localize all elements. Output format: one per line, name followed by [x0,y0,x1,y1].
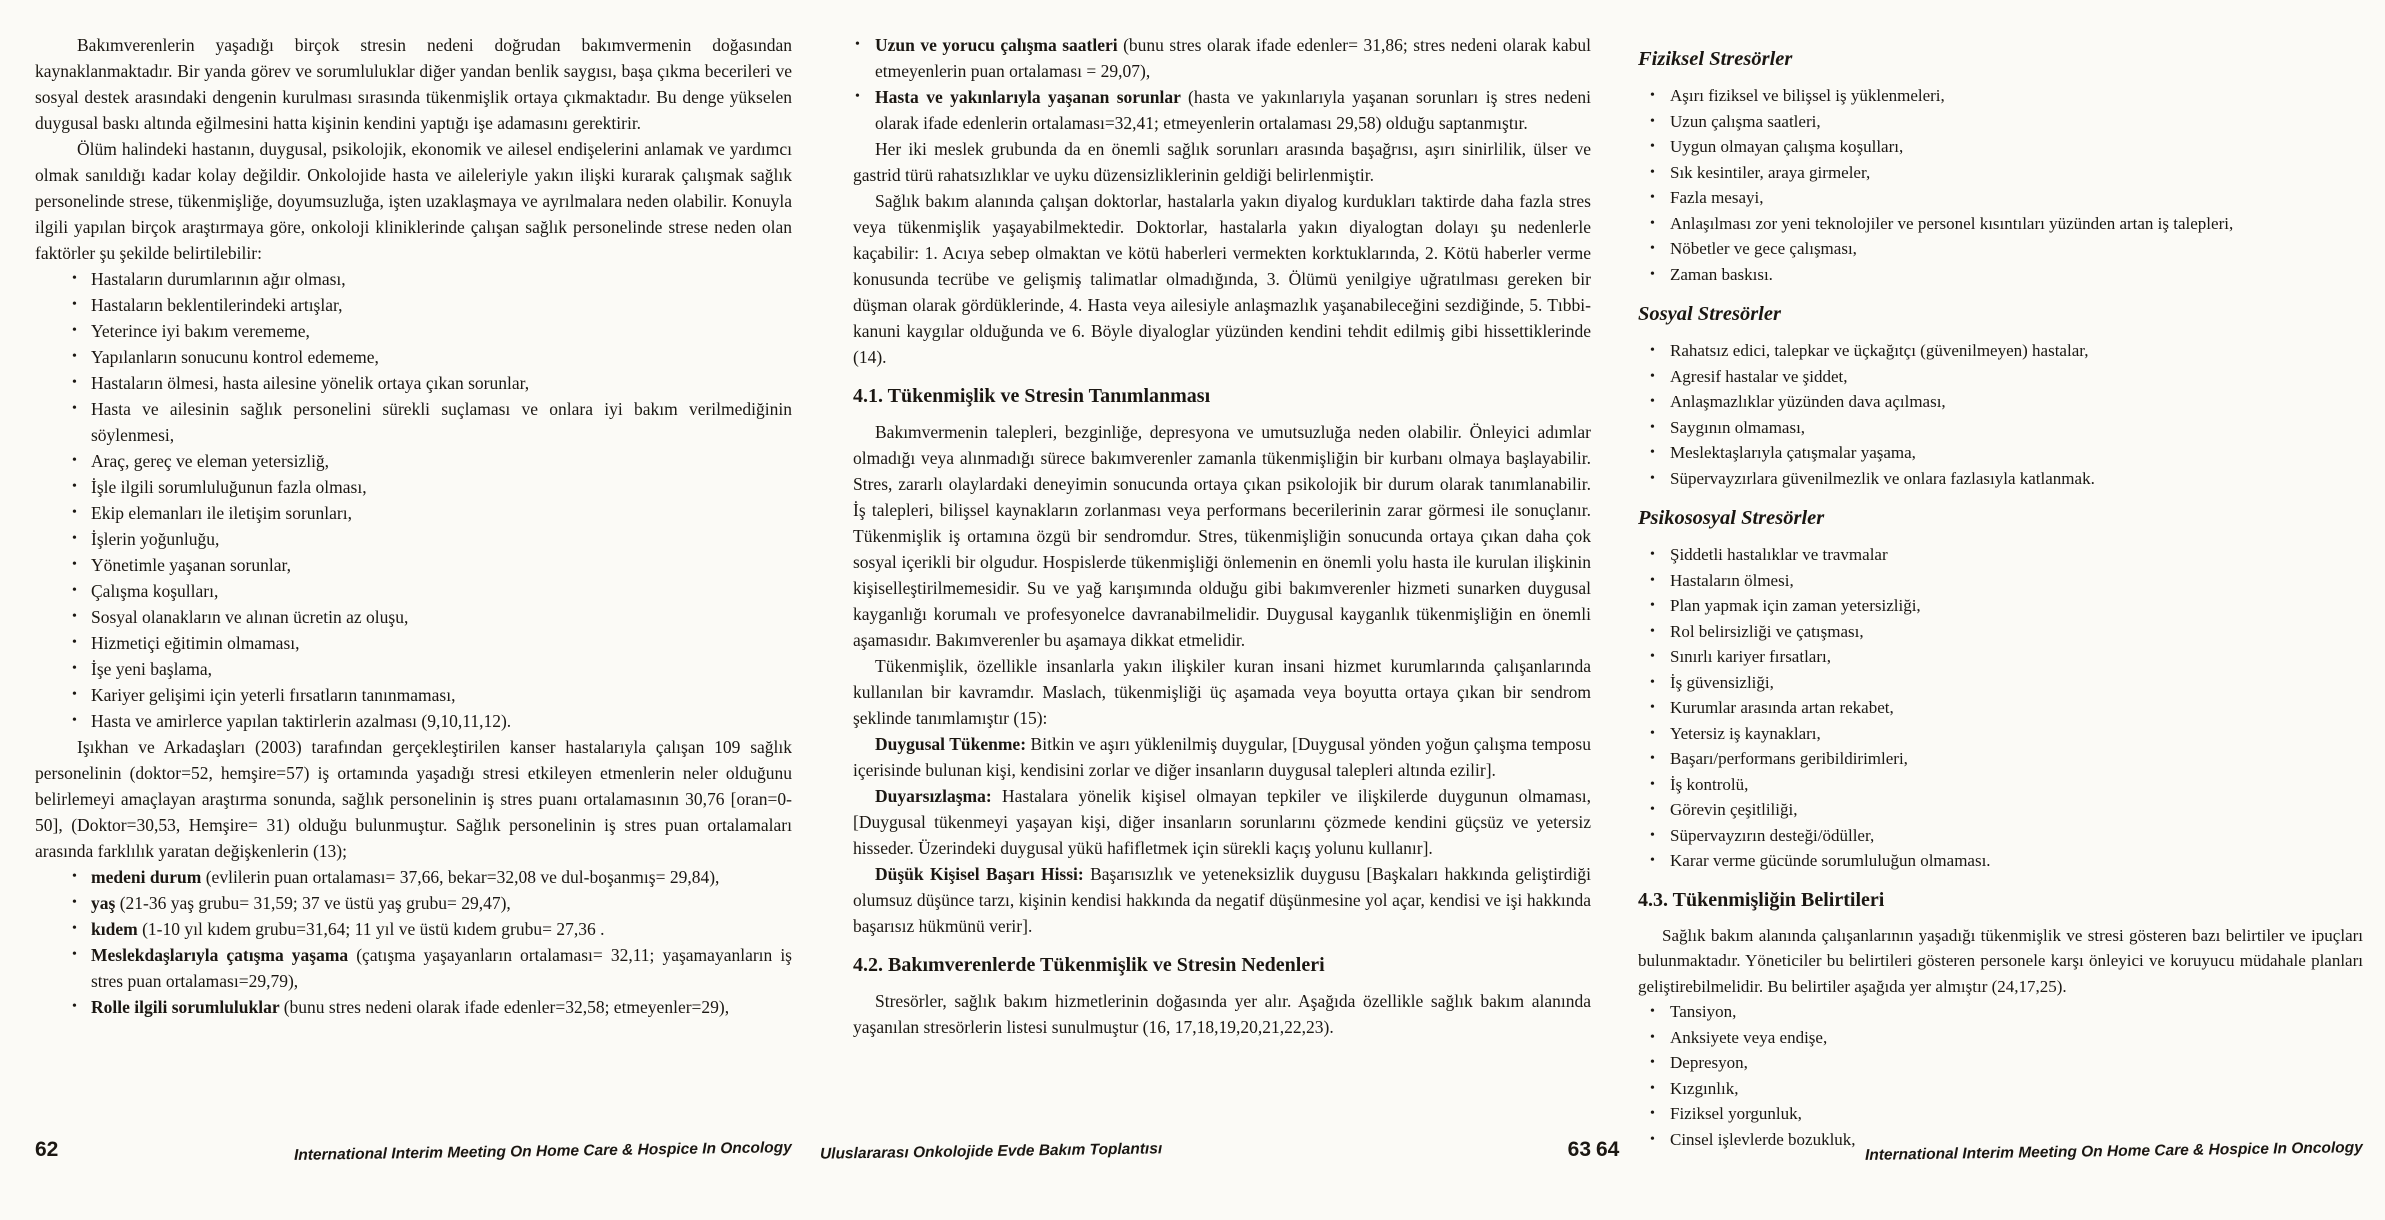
list-item: • Sık kesintiler, araya girmeler, [1638,160,2363,186]
list-item: • Zaman baskısı. [1638,262,2363,288]
bullet-icon: • [1650,572,1655,588]
bullet-icon: • [1650,623,1655,639]
list-item: • Kurumlar arasında artan rekabet, [1638,695,2363,721]
paragraph: Işıkhan ve Arkadaşları (2003) tarafından gerçekleştirilen kanser hastalarıyla çalışan 109 sağlık personelinin (doktor=52, hemşire=57) iş ortamında yaşadığı stresi etkileyen etmenlerin neler olduğunu belirlemeyi amaçlayan araştırma sonunda, sağlık personelinin iş stres puanı ortalamasının 30,76 [oran=0-50], (Doktor=30,53, Hemşire= 31) olduğu bulunmuştur. Sağlık personelinin iş stres puan ortalamaları arasında farklılık yaratan değişkenlerin (13); [35,737,792,861]
list-item: • Cinsel işlevlerde bozukluk, [1638,1127,2363,1153]
bullet-icon: • [72,869,77,884]
paragraph: Bakımvermenin talepleri, bezginliğe, depresyona ve umutsuzluğa neden olabilir. Önleyici adımlar olmadığı veya alınmadığı sürece bakımverenler zamanla tükenmişliğin bir kurbanı olmaya başlayabilir. Stres, zararlı olaylardaki deneyimin sonucunda ortaya çıkan psikolojik bir durum olarak tanımlanabilir. İş talepleri, bilişsel kaynakların zorlanması veya performans becerilerinin zarar görmesi ile sonuçlanır. Tükenmişlik iş ortamına özgü bir sendromdur. Stres, tükenmişliğin sonucunda ortaya çıkan daha çok sosyal içerikli bir olgudur. Hospislerde tükenmişliği önlemenin en önemli yolu hasta ile kurulan ilişkinin kişiselleştirilmemesidir. Su ve yağ karışımında olduğu gibi bakımverenler hizmeti sunarken duygusal kayganlığı korumalı ve profesyonelce davranabilmelidir. Duygusal kayganlık tükenmişliğin en önemli aşamasıdır. Bakımverenler bu aşamaya dikkat etmelidir. [853,422,1591,650]
list-item: • Şiddetli hastalıklar ve travmalar [1638,542,2363,568]
page-number: 64 [1596,1138,1620,1161]
list-item: • Süpervayzırlara güvenilmezlik ve onlara fazlasıyla katlanmak. [1638,466,2363,492]
list-item: • Kariyer gelişimi için yeterli fırsatların tanınmaması, [35,682,792,708]
list-item: • Hastaların ölmesi, hasta ailesine yönelik ortaya çıkan sorunlar, [35,370,792,396]
bullet-icon: • [72,583,77,598]
paragraph: Duyarsızlaşma: Hastalara yönelik kişisel olmayan tepkiler ve ilişkilerde duygunun olmaması, [Duygusal tükenmeyi yaşayan kişi, diğer insanların sorunlarını çözmede kendini güçsüz ve yetersiz hisseder. Üzerindeki duygusal yükü hafifletmek için sürekli kaçış yolunu kullanır]. [853,786,1591,858]
list-item: • Süpervayzırın desteği/ödüller, [1638,823,2363,849]
list-item: • kıdem (1-10 yıl kıdem grubu=31,64; 11 yıl ve üstü kıdem grubu= 27,36 . [35,916,792,942]
list-item: • Çalışma koşulları, [35,578,792,604]
list-item: • Başarı/performans geribildirimleri, [1638,746,2363,772]
paragraph: Stresörler, sağlık bakım hizmetlerinin doğasında yer alır. Aşağıda özellikle sağlık bakım alanında yaşanılan stresörlerin listesi sunulmuştur (16, 17,18,19,20,21,22,23). [853,991,1591,1037]
bullet-icon: • [72,531,77,546]
bullet-icon: • [1650,1055,1655,1070]
list-item: • Plan yapmak için zaman yetersizliği, [1638,593,2363,619]
bullet-icon: • [72,921,77,936]
list-item: • Ekip elemanları ile iletişim sorunları, [35,500,792,526]
list-item: • Agresif hastalar ve şiddet, [1638,364,2363,390]
list-item: • Fiziksel yorgunluk, [1638,1101,2363,1127]
bullet-icon: • [1650,470,1655,486]
paragraph: Düşük Kişisel Başarı Hissi: Başarısızlık ve yeteneksizlik duygusu [Başkaları hakkında geliştirdiği olumsuz düşünce tarzı, kişinin kendisi hakkında da negatif düşünmesine yol açar, kendisi ve işi hakkında başarısız hükmünü verir]. [853,864,1591,936]
bullet-icon: • [1650,394,1655,409]
list-item: • Karar verme gücünde sorumluluğun olmaması. [1638,848,2363,874]
bullet-icon: • [72,375,77,390]
list-item: • yaş (21-36 yaş grubu= 31,59; 37 ve üstü yaş grubu= 29,47), [35,890,792,916]
list-item: • Yetersiz iş kaynakları, [1638,721,2363,747]
list-item: • Saygının olmaması, [1638,415,2363,441]
page-63 [819,0,1591,1220]
running-footer: International Interim Meeting On Home Care & Hospice In Oncology [294,1139,793,1164]
stressor-group-heading: Fiziksel Stresörler [1638,48,1793,70]
list-item: • Görevin çeşitliliği, [1638,797,2363,823]
page-number: 63 [1567,1138,1591,1161]
bullet-icon: • [1650,1004,1655,1019]
list-item: • Hizmetiçi eğitimin olmaması, [35,630,792,656]
bullet-icon: • [1650,215,1655,231]
bullet-icon: • [72,661,77,676]
bullet-icon: • [72,635,77,650]
bullet-icon: • [72,479,77,494]
bullet-icon: • [1650,649,1655,664]
list-item: • Yönetimle yaşanan sorunlar, [35,552,792,578]
list-item: • Anlaşmazlıklar yüzünden dava açılması, [1638,389,2363,415]
stressor-group-heading: Psikososyal Stresörler [1638,507,1825,529]
list-item: • Fazla mesayi, [1638,185,2363,211]
bullet-icon: • [72,297,77,312]
list-item: • Rahatsız edici, talepkar ve üçkağıtçı (güvenilmeyen) hastalar, [1638,338,2363,364]
list-item: • medeni durum (evlilerin puan ortalaması= 37,66, bekar=32,08 ve dul-boşanmış= 29,84), [35,864,792,890]
bullet-icon: • [1650,139,1655,154]
paragraph: Duygusal Tükenme: Bitkin ve aşırı yüklenilmiş duygular, [Duygusal yönden yoğun çalışma temposu içerisinde bulunan kişi, kendisini zorlar ve diğer insanların duygusal talepleri altında ezilir]. [853,734,1591,780]
bullet-icon: • [1650,445,1655,460]
page-63-footer [820,1138,1591,1162]
list-item: • Aşırı fiziksel ve bilişsel iş yüklenmeleri, [1638,83,2363,109]
page-62 [35,0,792,1220]
bullet-icon: • [1650,547,1655,562]
bullet-icon: • [1650,751,1655,766]
bullet-icon: • [1650,419,1655,435]
page-64-footer [1596,1138,2363,1162]
bullet-icon: • [72,947,77,962]
bullet-icon: • [1650,598,1655,613]
paragraph: Tükenmişlik, özellikle insanlarla yakın ilişkiler kuran insani hizmet kurumlarında çalışanlarında kullanılan bir kavramdır. Maslach, tükenmişliği üç aşamada veya boyutta ortaya çıkan bir sendrom şeklinde tanımlamıştır (15): [853,656,1591,728]
list-item: • İşlerin yoğunluğu, [35,526,792,552]
paragraph: Bakımverenlerin yaşadığı birçok stresin nedeni doğrudan bakımvermenin doğasından kaynaklanmaktadır. Bir yanda görev ve sorumluluklar diğer yandan benlik saygısı, başa çıkma becerileri ve sosyal destek arasındaki dengenin kurulması sırasında tükenmişlik ortaya çıkmaktadır. Bu denge yükselen duygusal baskı altında eğilmesini hatta kişinin kendini yaptığı işe adamasını gerektirir. [35,35,792,133]
bullet-icon: • [72,401,77,416]
bullet-icon: • [1650,725,1655,741]
list-item: • Tansiyon, [1638,999,2363,1025]
bullet-icon: • [1650,113,1655,129]
paragraph: Ölüm halindeki hastanın, duygusal, psikolojik, ekonomik ve ailesel endişelerini anlamak ve yardımcı olmak sanıldığı kadar kolay değildir. Onkolojide hasta ve aileleriyle yakın ilişki kurarak çalışmak sağlık personelinde strese, tükenmişliğe, doyumsuzluğa, işten uzaklaşmaya ve ayrılmalara neden olabilir. Konuyla ilgili yapılan birçok araştırmaya göre, onkoloji kliniklerinde çalışan sağlık personelinde strese neden olan faktörler şu şekilde belirtilebilir: [35,139,792,263]
page-number: 62 [35,1138,59,1161]
list-item: • Anksiyete veya endişe, [1638,1025,2363,1051]
page-64-text-column [1638,32,2363,1152]
list-item: • Anlaşılması zor yeni teknolojiler ve personel kısıntıları yüzünden artan iş talepleri, [1638,211,2363,237]
list-item: • Hasta ve yakınlarıyla yaşanan sorunlar (hasta ve yakınlarıyla yaşanan sorunları iş stres nedeni olarak ifade edenlerin ortalaması=32,41; etmeyenlerin ortalaması 29,58) olduğu saptanmıştır. [853,84,1591,136]
list-item: • Sınırlı kariyer fırsatları, [1638,644,2363,670]
list-item: • Araç, gereç ve eleman yetersizliğ, [35,448,792,474]
section-heading: 4.2. Bakımverenlerde Tükenmişlik ve Stresin Nedenleri [853,954,1325,976]
bullet-icon: • [1650,1131,1655,1147]
list-item: • Rolle ilgili sorumluluklar (bunu stres nedeni olarak ifade edenler=32,58; etmeyenler=29), [35,994,792,1020]
list-item: • Hastaların beklentilerindeki artışlar, [35,292,792,318]
bullet-icon: • [1650,368,1655,384]
list-item: • Uzun ve yorucu çalışma saatleri (bunu stres olarak ifade edenler= 31,86; stres nedeni olarak kabul etmeyenlerin puan ortalaması = 29,07), [853,32,1591,84]
list-item: • Hastaların durumlarının ağır olması, [35,266,792,292]
bullet-icon: • [72,453,77,468]
list-item: • Rol belirsizliği ve çatışması, [1638,619,2363,645]
list-item: • Yapılanların sonucunu kontrol edememe, [35,344,792,370]
bullet-icon: • [1650,88,1655,103]
bullet-icon: • [1650,1080,1655,1096]
bullet-icon: • [72,999,77,1014]
bullet-icon: • [1650,674,1655,690]
list-item: • Depresyon, [1638,1050,2363,1076]
bullet-icon: • [72,323,77,338]
list-item: • İşle ilgili sorumluluğunun fazla olması, [35,474,792,500]
list-item: • Uygun olmayan çalışma koşulları, [1638,134,2363,160]
list-item: • Hasta ve ailesinin sağlık personelini sürekli suçlaması ve onlara iyi bakım verilmediğinin söylenmesi, [35,396,792,448]
bullet-icon: • [1650,853,1655,868]
list-item: • İş kontrolü, [1638,772,2363,798]
paragraph: Her iki meslek grubunda da en önemli sağlık sorunları arasında başağrısı, aşırı sinirlilik, ülser ve gastrid türü rahatsızlıklar ve uyku düzensizliklerinin geldiği belirlenmiştir. [853,139,1591,185]
bullet-icon: • [1650,776,1655,792]
running-footer: International Interim Meeting On Home Care & Hospice In Oncology [1865,1139,2364,1164]
stressor-group-heading: Sosyal Stresörler [1638,303,1781,325]
bullet-icon: • [1650,1029,1655,1045]
page-64 [1596,0,2364,1220]
bullet-icon: • [72,557,77,572]
page-62-text-column [35,32,792,1020]
list-item: • Uzun çalışma saatleri, [1638,109,2363,135]
list-item: • İşe yeni başlama, [35,656,792,682]
page-62-footer [35,1138,792,1162]
section-heading: 4.3. Tükenmişliğin Belirtileri [1638,888,1885,911]
bullet-icon: • [1650,266,1655,282]
list-item: • Kızgınlık, [1638,1076,2363,1102]
list-item: • Meslekdaşlarıyla çatışma yaşama (çatışma yaşayanların ortalaması= 32,11; yaşamayanların iş stres puan ortalaması=29,79), [35,942,792,994]
bullet-icon: • [72,895,77,910]
bullet-icon: • [1650,343,1655,358]
bullet-icon: • [72,609,77,624]
bullet-icon: • [72,271,77,286]
bullet-icon: • [855,37,860,52]
bullet-icon: • [1650,700,1655,715]
bullet-icon: • [1650,1106,1655,1121]
bullet-icon: • [72,349,77,364]
list-item: • Nöbetler ve gece çalışması, [1638,236,2363,262]
list-item: • Meslektaşlarıyla çatışmalar yaşama, [1638,440,2363,466]
paragraph: Sağlık bakım alanında çalışanlarının yaşadığı tükenmişlik ve stresi gösteren bazı belirtiler ve ipuçları bulunmaktadır. Yöneticiler bu belirtileri gösteren personele karşı önleyici ve koruyucu müdahale planları geliştirebilmelidir. Bu belirtiler aşağıda yer almıştır (24,17,25). [1638,925,2363,996]
list-item: • İş güvensizliği, [1638,670,2363,696]
bullet-icon: • [1650,164,1655,180]
bullet-icon: • [72,713,77,728]
list-item: • Sosyal olanakların ve alınan ücretin az oluşu, [35,604,792,630]
bullet-icon: • [1650,241,1655,256]
list-item: • Yeterince iyi bakım verememe, [35,318,792,344]
list-item: • Hasta ve amirlerce yapılan taktirlerin azalması (9,10,11,12). [35,708,792,734]
page-63-text-column [853,32,1591,1040]
bullet-icon: • [72,505,77,520]
list-item: • Hastaların ölmesi, [1638,568,2363,594]
bullet-icon: • [1650,827,1655,843]
running-footer: Uluslararası Onkolojide Evde Bakım Toplantısı [819,1140,1163,1163]
paragraph: Sağlık bakım alanında çalışan doktorlar, hastalarla yakın diyalog kurdukları taktirde daha fazla stres veya tükenmişlik yaşayabilmektedir. Doktorlar, hastalarla yakın diyalogtan dolayı şu nedenlerle kaçabilir: 1. Acıya sebep olmaktan ve kötü haberleri vermekten korktuklarında, 2. Kötü haberler verme konusunda tecrübe ve gelişmiş talimatlar olmadığında, 3. Ölümü yenilgiye uğratılması gereken bir düşman olarak gördüklerinde, 4. Hasta veya ailesiyle anlaşmazlık yaşanabileceğini sezdiğinde, 5. Tıbbi-kanuni kaygılar olduğunda ve 6. Böyle diyaloglar yüzünden kendini tehdit edilmiş gibi hissettiklerinde (14). [853,191,1591,367]
bullet-icon: • [1650,190,1655,205]
section-heading: 4.1. Tükenmişlik ve Stresin Tanımlanması [853,385,1211,407]
bullet-icon: • [72,687,77,702]
bullet-icon: • [1650,802,1655,817]
bullet-icon: • [855,89,860,104]
